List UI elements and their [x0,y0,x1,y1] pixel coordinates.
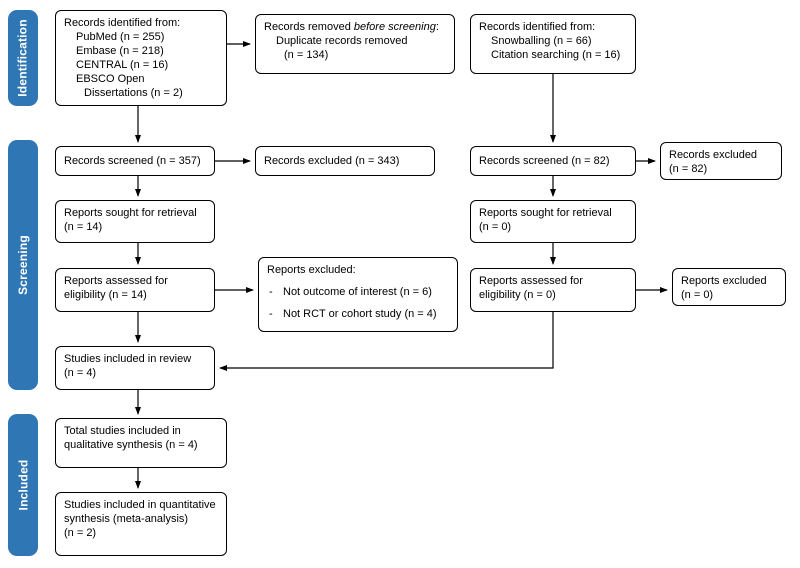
box-records-screened-right [470,146,636,176]
box-line: qualitative synthesis (n = 4) [64,439,198,451]
bullet-dash: - [269,308,273,320]
stage-identification-label: Identification [16,19,30,97]
box-line: Reports assessed for [479,275,583,287]
box-line: Not RCT or cohort study (n = 4) [283,308,437,320]
box-records-identified-other [470,14,636,74]
box-line: (n = 4) [64,367,97,379]
box-studies-included-review [55,346,215,390]
bullet-item [267,285,449,299]
box-line: CENTRAL (n = 16) [76,59,169,71]
box-line: PubMed (n = 255) [76,31,165,43]
box-line: Reports excluded: [267,264,356,276]
box-line: Reports excluded [681,275,767,287]
box-reports-sought-right [470,200,636,243]
box-line: (n = 0) [681,289,714,301]
box-qualitative-synthesis [55,418,227,468]
box-line: (n = 14) [64,221,103,233]
box-line: Reports sought for retrieval [64,207,197,219]
box-records-screened-left [55,146,215,176]
text-fragment: Records removed [264,21,354,33]
box-reports-assessed-left [55,268,215,312]
box-line: Records identified from: [479,21,596,33]
box-records-excluded-right [660,142,782,180]
box-reports-sought-left [55,200,215,243]
box-line: Not outcome of interest (n = 6) [283,286,432,298]
box-line: Records excluded [669,149,758,161]
stage-included [8,414,38,556]
box-line: Reports assessed for [64,275,168,287]
stage-included-label: Included [16,459,30,511]
box-line: eligibility (n = 14) [64,289,147,301]
box-line: (n = 82) [669,163,708,175]
text-fragment: : [435,21,439,33]
box-records-removed-before-screening [255,14,455,74]
box-line: Embase (n = 218) [76,45,164,57]
bullet-item [267,307,449,321]
box-line: Snowballing (n = 66) [491,35,592,47]
bullet-dash: - [269,286,273,298]
box-reports-excluded-right [672,268,786,306]
box-line: Records screened (n = 357) [64,155,201,167]
box-line: Total studies included in [64,425,181,437]
box-line: Duplicate records removed [276,35,408,47]
box-records-identified-databases [55,10,227,106]
box-reports-assessed-right [470,268,636,312]
box-records-excluded-left [255,146,435,176]
box-line: EBSCO Open [76,73,145,85]
box-line: Studies included in quantitative [64,499,216,511]
box-line: synthesis (meta-analysis) [64,513,189,525]
box-line: Records excluded (n = 343) [264,155,400,167]
box-line: Reports sought for retrieval [479,207,612,219]
box-line: Studies included in review [64,353,192,365]
stage-identification [8,10,38,106]
stage-screening [8,140,38,390]
box-line: Records identified from: [64,17,181,29]
box-line: Records screened (n = 82) [479,155,610,167]
stage-screening-label: Screening [16,235,31,295]
box-reports-excluded-reasons [258,257,458,332]
text-fragment-italic: before screening [353,21,436,33]
box-line: Citation searching (n = 16) [491,49,621,61]
box-line: Dissertations (n = 2) [84,87,183,99]
box-line: eligibility (n = 0) [479,289,556,301]
box-quantitative-synthesis [55,492,227,556]
box-line: (n = 0) [479,221,512,233]
box-line: (n = 134) [284,49,329,61]
box-line: (n = 2) [64,527,97,539]
box-line [264,20,446,34]
